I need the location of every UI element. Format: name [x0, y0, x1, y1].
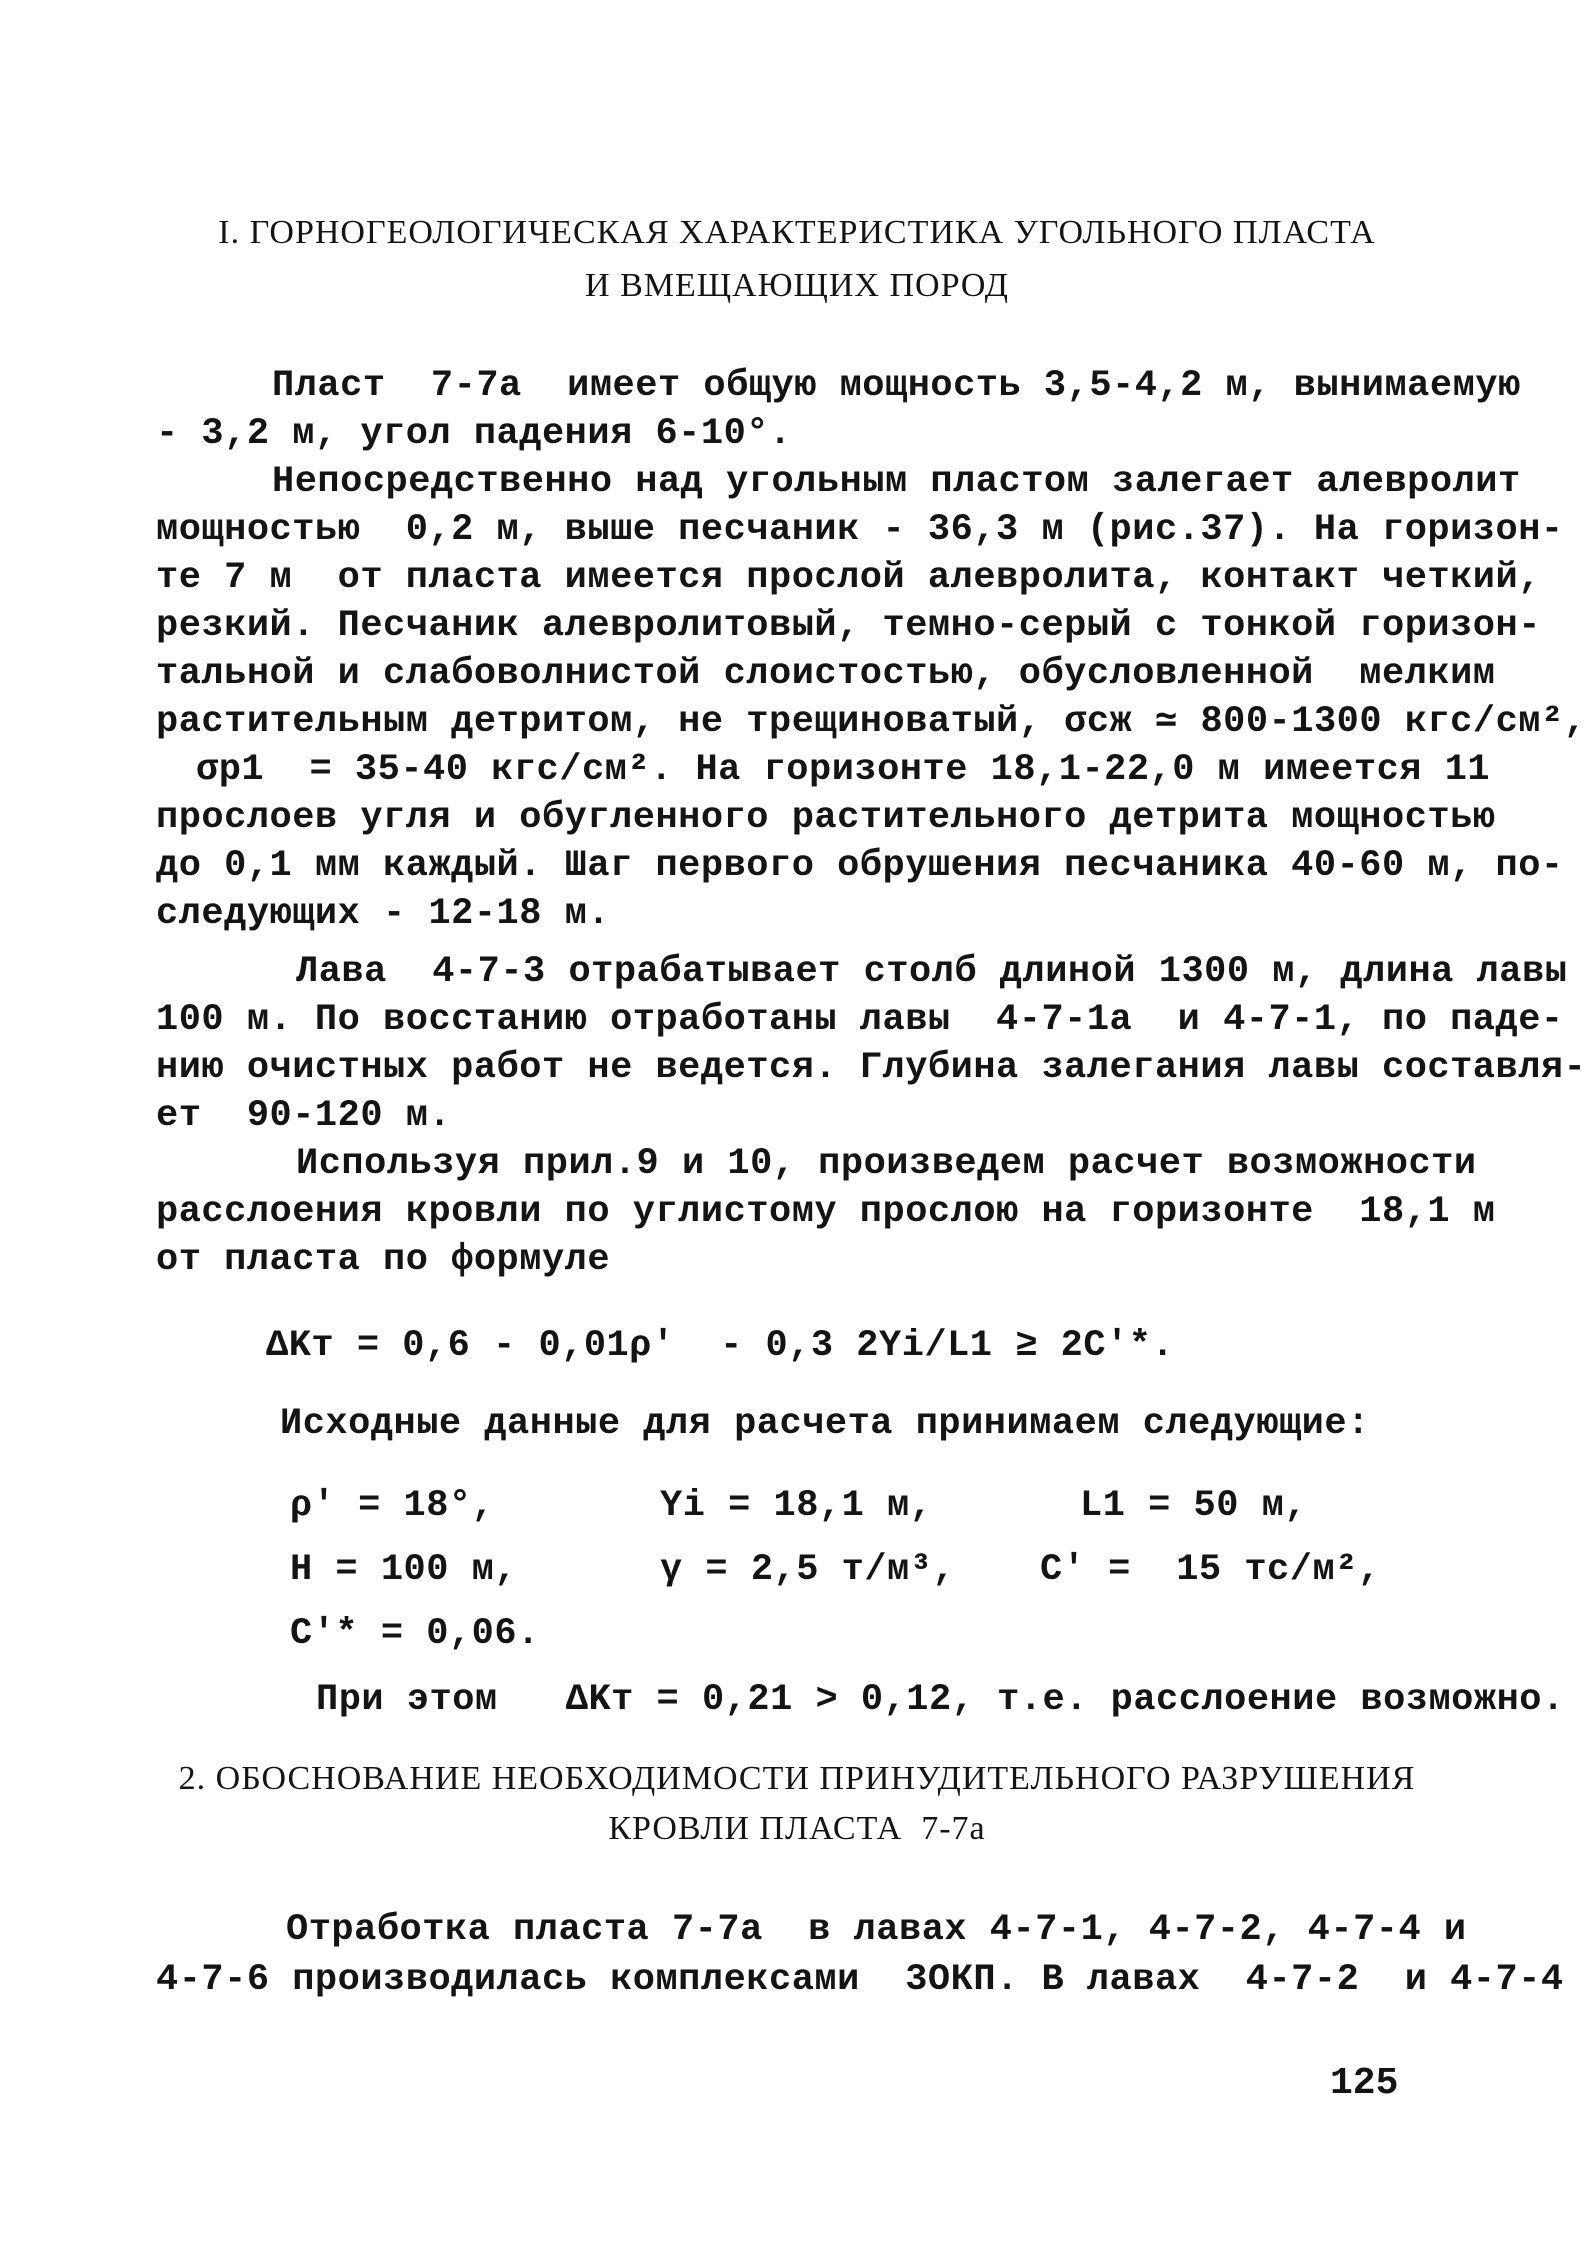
paragraph-line: резкий. Песчаник алевролитовый, темно-серый с тонкой горизон- — [156, 605, 1541, 647]
paragraph-line: нию очистных работ не ведется. Глубина залегания лавы составля- — [156, 1047, 1587, 1089]
param-rho: ρ' = 18°, — [290, 1485, 495, 1527]
paragraph-line: - 3,2 м, угол падения 6-10°. — [156, 413, 792, 455]
param-l1: L1 = 50 м, — [1080, 1485, 1308, 1527]
paragraph-line: от пласта по формуле — [156, 1239, 611, 1281]
param-c: C' = 15 тс/м², — [1040, 1549, 1381, 1591]
section2-heading-line2: КРОВЛИ ПЛАСТА 7-7а — [608, 1810, 986, 1847]
paragraph-line: те 7 м от пласта имеется прослой алевролита, контакт четкий, — [156, 557, 1541, 599]
paragraph-line: Непосредственно над угольным пластом залегает алевролит — [272, 461, 1521, 503]
paragraph-line: Отработка пласта 7-7а в лавах 4-7-1, 4-7-2, 4-7-4 и — [286, 1909, 1467, 1951]
section2-heading-line1: 2. ОБОСНОВАНИЕ НЕОБХОДИМОСТИ ПРИНУДИТЕЛЬНОГО РАЗРУШЕНИЯ — [178, 1760, 1416, 1797]
paragraph-line: Используя прил.9 и 10, произведем расчет возможности — [296, 1143, 1477, 1185]
paragraph-line: ет 90-120 м. — [156, 1095, 452, 1137]
paragraph-line: до 0,1 мм каждый. Шаг первого обрушения песчаника 40-60 м, по- — [156, 845, 1564, 887]
paragraph-line: мощностью 0,2 м, выше песчаник - 36,3 м (рис.37). На горизон- — [156, 509, 1564, 551]
paragraph-line: Лава 4-7-3 отрабатывает столб длиной 1300 м, длина лавы — [296, 951, 1568, 993]
paragraph-line: растительным детритом, не трещиноватый, σсж ≃ 800-1300 кгс/см², — [156, 701, 1587, 743]
paragraph-line: следующих - 12-18 м. — [156, 893, 611, 935]
paragraph-line: прослоев угля и обугленного растительного детрита мощностью — [156, 797, 1496, 839]
section1-heading-line1: I. ГОРНОГЕОЛОГИЧЕСКАЯ ХАРАКТЕРИСТИКА УГОЛЬНОГО ПЛАСТА — [218, 214, 1376, 251]
paragraph-line: 4-7-6 производилась комплексами 3ОКП. В лавах 4-7-2 и 4-7-4 — [156, 1959, 1564, 2001]
formula: ΔKт = 0,6 - 0,01ρ' - 0,3 2Yi/L1 ≥ 2C'*. — [266, 1325, 1175, 1367]
result-line: При этом ΔKт = 0,21 > 0,12, т.е. расслоение возможно. — [316, 1679, 1565, 1721]
param-cstar: C'* = 0,06. — [290, 1613, 540, 1655]
paragraph-line: Пласт 7-7а имеет общую мощность 3,5-4,2 м, вынимаемую — [272, 365, 1521, 407]
section1-heading-line2: И ВМЕЩАЮЩИХ ПОРОД — [585, 267, 1009, 304]
param-h: H = 100 м, — [290, 1549, 518, 1591]
param-gamma: γ = 2,5 т/м³, — [660, 1549, 956, 1591]
page-number: 125 — [1330, 2062, 1399, 2105]
paragraph-line: σp1 = 35-40 кгс/см². На горизонте 18,1-22,0 м имеется 11 — [196, 749, 1491, 791]
paragraph-line: тальной и слабоволнистой слоистостью, обусловленной мелким — [156, 653, 1496, 695]
param-yi: Yi = 18,1 м, — [660, 1485, 933, 1527]
paragraph-line: Исходные данные для расчета принимаем следующие: — [280, 1403, 1370, 1445]
paragraph-line: расслоения кровли по углистому прослою на горизонте 18,1 м — [156, 1191, 1496, 1233]
paragraph-line: 100 м. По восстанию отработаны лавы 4-7-1а и 4-7-1, по паде- — [156, 999, 1564, 1041]
